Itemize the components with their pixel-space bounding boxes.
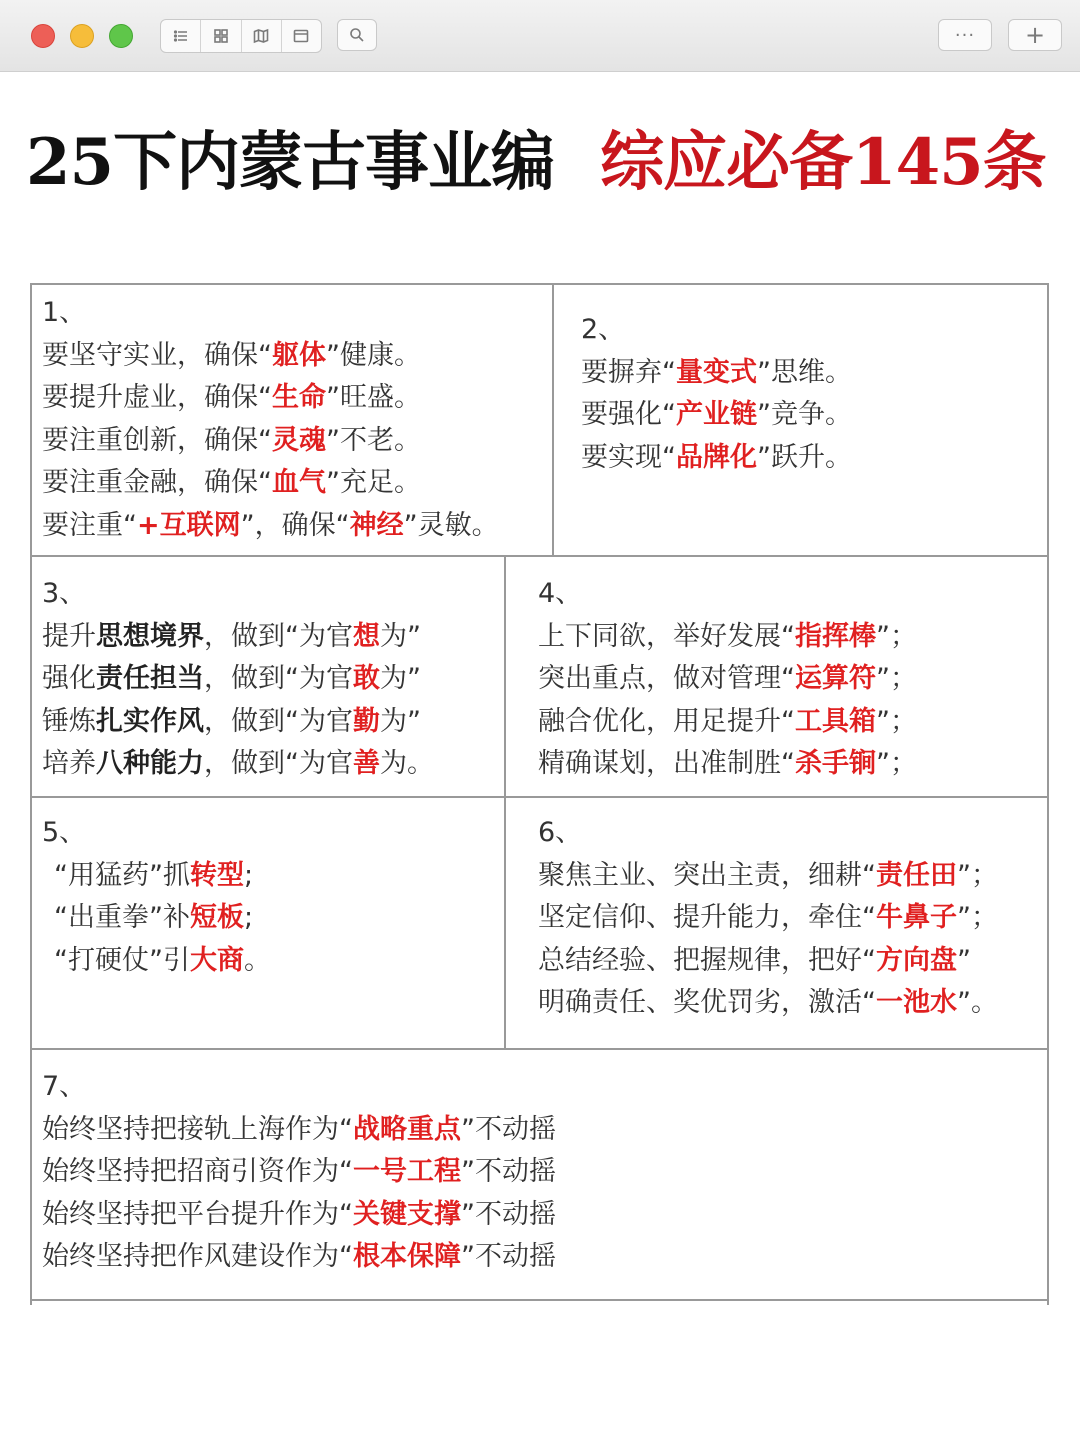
more-options-button[interactable] [938,19,992,51]
section-line: 融合优化，用足提升“工具箱”； [538,705,917,737]
section-line: 明确责任、奖优罚劣，激活“一池水”。 [538,987,998,1018]
search-icon [349,27,365,43]
table-divider-h3 [30,1048,1049,1050]
section-line: 培养八种能力，做到“为官善为。 [42,748,434,779]
section-line: 提升思想境界，做到“为官想为” [42,620,421,652]
table-border-bottom [30,1299,1049,1301]
section-number: 7、 [42,1071,87,1102]
section-5 [42,812,271,982]
section-2 [581,309,852,479]
sidebar-view-button[interactable] [282,20,321,52]
section-line: “出重拳”补短板; [54,902,254,933]
section-line: 始终坚持把招商引资作为“一号工程”不动摇 [42,1156,556,1187]
section-4 [538,573,917,786]
table-border-right [1047,283,1049,1305]
section-line: “用猛药”抓转型; [54,859,254,891]
section-line: 要提升虚业，确保“生命”旺盛。 [42,382,421,413]
table-divider-h2 [30,796,1049,798]
section-line: 上下同欲，举好发展“指挥棒”； [538,620,917,652]
section-line: 总结经验、把握规律，把好“方向盘” [538,944,971,976]
section-line: 要坚守实业，确保“躯体”健康。 [42,339,421,371]
zoom-window-button[interactable] [109,24,133,48]
section-line: 坚定信仰、提升能力，牵住“牛鼻子”； [538,902,998,933]
table-divider-row2 [504,555,506,1049]
table-border-top [30,283,1049,285]
section-number: 6、 [538,817,583,848]
add-icon: + [1024,21,1046,49]
section-line: 精确谋划，出准制胜“杀手锏”； [538,748,917,779]
section-line: “打硬仗”引大商。 [54,944,271,976]
section-line: 聚焦主业、突出主责，细耕“责任田”； [538,859,998,891]
table-divider-h1 [30,555,1049,557]
close-window-button[interactable] [31,24,55,48]
section-line: 要强化“产业链”竞争。 [581,399,852,430]
table-border-left [30,283,32,1305]
window-toolbar [0,0,1080,72]
list-icon [173,28,189,44]
section-line: 要实现“品牌化”跃升。 [581,441,852,473]
section-number: 3、 [42,578,87,609]
section-line: 要摒弃“量变式”思维。 [581,356,852,388]
section-number: 5、 [42,817,87,848]
map-view-button[interactable] [242,20,282,52]
section-line: 强化责任担当，做到“为官敢为” [42,663,421,694]
section-line: 要注重“+互联网”，确保“神经”灵敏。 [42,509,499,541]
section-line: 始终坚持把平台提升作为“关键支撑”不动摇 [42,1198,556,1230]
more-icon: ··· [954,24,976,46]
section-line: 锤炼扎实作风，做到“为官勤为” [42,705,421,737]
title-black: 25下内蒙古事业编 [26,125,555,200]
section-line: 始终坚持把作风建设作为“根本保障”不动摇 [42,1241,556,1272]
page-title [26,118,1066,208]
search-button[interactable] [337,19,377,51]
grid-view-button[interactable] [201,20,241,52]
table-divider-row1 [552,283,554,555]
section-7 [42,1066,556,1279]
section-number: 4、 [538,578,583,609]
grid-icon [213,28,229,44]
section-line: 要注重创新，确保“灵魂”不老。 [42,424,421,456]
minimize-window-button[interactable] [70,24,94,48]
list-view-button[interactable] [161,20,201,52]
section-line: 始终坚持把接轨上海作为“战略重点”不动摇 [42,1113,556,1145]
section-3 [42,573,434,786]
view-mode-segmented-control [160,19,322,53]
sidebar-icon [293,28,309,44]
map-icon [253,28,269,44]
section-6 [538,812,998,1025]
section-number: 2、 [581,314,626,345]
section-line: 要注重金融，确保“血气”充足。 [42,467,421,498]
add-button[interactable] [1008,19,1062,51]
section-1 [42,292,499,547]
section-number: 1、 [42,297,87,328]
title-red: 综应必备145条 [600,125,1046,200]
section-line: 突出重点，做对管理“运算符”； [538,663,917,694]
